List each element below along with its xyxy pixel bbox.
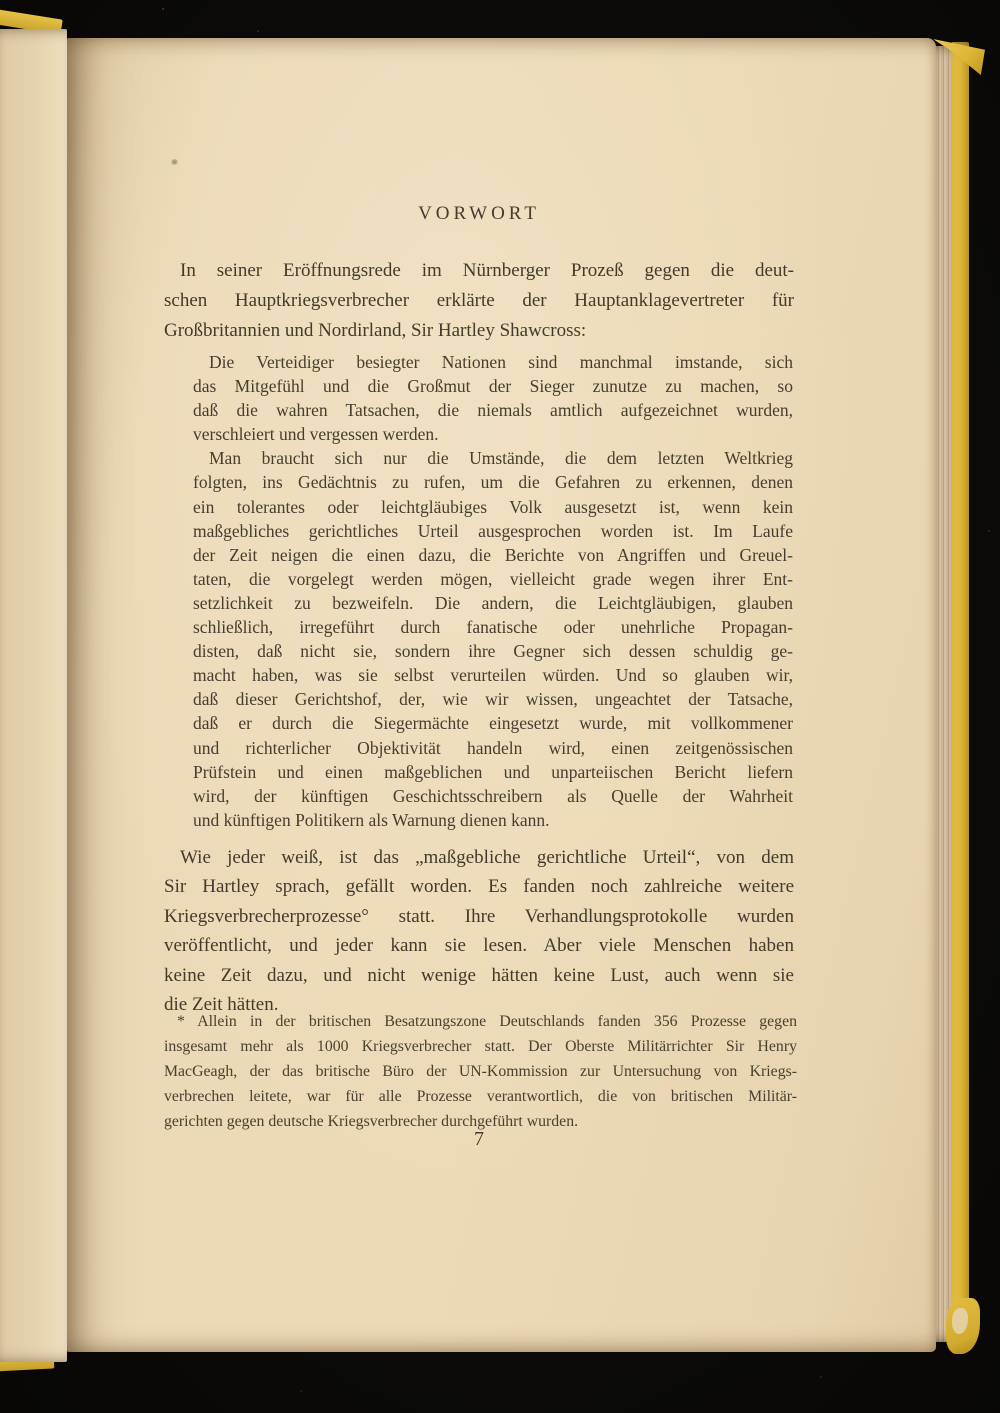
- text-line: Sir Hartley sprach, gefällt worden. Es fanden noch zahlreiche weitere: [164, 876, 794, 898]
- text-line: verbrechen leitete, war für alle Prozesse verantwortlich, die von britischen Militär-: [164, 1087, 797, 1105]
- text-line: das Mitgefühl und die Großmut der Sieger zunutze zu machen, so: [193, 376, 793, 397]
- paper-smudge: [171, 159, 178, 165]
- text-line: folgten, ins Gedächtnis zu rufen, um die Gefahren zu erkennen, denen: [193, 472, 793, 493]
- block-quote: [193, 350, 793, 832]
- text-line: schen Hauptkriegsverbrecher erklärte der Hauptanklagevertreter für: [164, 290, 794, 311]
- text-line: und richterlicher Objektivität handeln wird, einen zeitgenössischen: [193, 737, 793, 758]
- text-line: die Zeit hätten.: [164, 994, 279, 1016]
- text-line: setzlichkeit zu bezweifeln. Die andern, die Leichtgläubigen, glauben: [193, 592, 793, 613]
- text-line: schließlich, irregeführt durch fanatische oder unehrliche Propagan-: [193, 617, 793, 638]
- text-line: keine Zeit dazu, und nicht wenige hätten keine Lust, auch wenn sie: [164, 964, 794, 986]
- page-title: VORWORT: [418, 203, 540, 224]
- text-line: In seiner Eröffnungsrede im Nürnberger Prozeß gegen die deut-: [180, 260, 794, 281]
- text-line: * Allein in der britischen Besatzungszone Deutschlands fanden 356 Prozesse gegen: [177, 1013, 797, 1030]
- text-line: Man braucht sich nur die Umstände, die dem letzten Weltkrieg: [209, 448, 793, 469]
- text-line: disten, daß nicht sie, sondern ihre Gegner sich dessen schuldig ge-: [193, 641, 793, 662]
- footnote: [164, 1010, 797, 1135]
- text-line: der Zeit neigen die einen dazu, die Berichte von Angriffen und Greuel-: [193, 544, 793, 565]
- text-line: Die Verteidiger besiegter Nationen sind manchmal imstande, sich: [209, 352, 793, 372]
- text-line: Prüfstein und einen maßgeblichen und unparteiischen Bericht liefern: [193, 761, 793, 782]
- closing-paragraph: [164, 843, 794, 1019]
- text-line: wird, der künftigen Geschichtsschreibern als Quelle der Wahrheit: [193, 785, 793, 806]
- text-line: daß die wahren Tatsachen, die niemals amtlich aufgezeichnet wurden,: [193, 400, 793, 421]
- text-line: MacGeagh, der das britische Büro der UN-Kommission zur Untersuchung von Kriegs-: [164, 1062, 797, 1080]
- text-line: daß er durch die Siegermächte eingesetzt wurde, mit vollkommener: [193, 713, 793, 734]
- page-number: 7: [474, 1128, 484, 1150]
- text-line: daß dieser Gerichtshof, der, wie wir wissen, ungeachtet der Tatsache,: [193, 689, 793, 710]
- intro-paragraph: [164, 256, 794, 346]
- quote-paragraph-2: [193, 446, 793, 832]
- text-line: Kriegsverbrecherprozesse° statt. Ihre Verhandlungsprotokolle wurden: [164, 905, 794, 927]
- quote-paragraph-1: [193, 350, 793, 446]
- book-page: [67, 38, 936, 1352]
- text-line: veröffentlicht, und jeder kann sie lesen. Aber viele Menschen haben: [164, 935, 794, 957]
- text-line: verschleiert und vergessen werden.: [193, 424, 439, 445]
- dust-speckles: [0, 0, 2, 2]
- text-line: insgesamt mehr als 1000 Kriegsverbrecher statt. Der Oberste Militärrichter Sir Henry: [164, 1037, 797, 1055]
- text-line: Wie jeder weiß, ist das „maßgebliche gerichtliche Urteil“, von dem: [180, 847, 794, 868]
- page-stack-edge: [936, 46, 952, 1342]
- book-cover-edge-right: [951, 42, 969, 1348]
- text-line: Großbritannien und Nordirland, Sir Hartley Shawcross:: [164, 320, 587, 341]
- text-line: taten, die vorgelegt werden mögen, vielleicht grade wegen ihrer Ent-: [193, 568, 793, 589]
- text-line: gerichten gegen deutsche Kriegsverbrecher durchgeführt wurden.: [164, 1112, 579, 1130]
- facing-page-edge: [0, 29, 67, 1362]
- text-line: maßgebliches gerichtliches Urteil ausgesprochen worden ist. Im Laufe: [193, 520, 793, 541]
- text-line: ein tolerantes oder leichtgläubiges Volk ausgesetzt ist, wenn kein: [193, 496, 793, 517]
- text-line: und künftigen Politikern als Warnung dienen kann.: [193, 809, 550, 830]
- text-line: macht haben, was sie selbst verurteilen würden. Und so glauben wir,: [193, 665, 793, 686]
